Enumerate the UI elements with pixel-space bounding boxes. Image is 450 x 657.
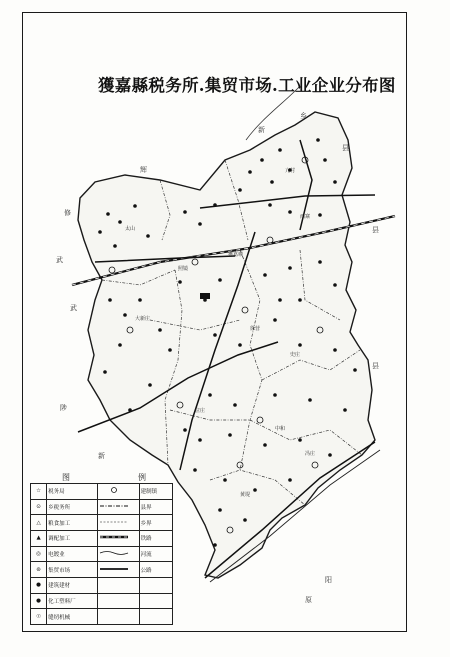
legend-label: 电镀业 (47, 546, 98, 562)
place-label: 徐营 (250, 326, 261, 332)
legend-label: 建筑建材 (47, 577, 98, 593)
filled-triangle-icon: ▲ (31, 530, 47, 546)
legend-label: 化工塑料厂 (47, 593, 98, 609)
legend-label: 调配加工 (47, 530, 98, 546)
double-circle-icon: ◎ (31, 546, 47, 562)
star-icon: ☆ (31, 484, 47, 500)
legend-row (31, 530, 173, 546)
legend-label: 铁路 (139, 530, 172, 546)
legend-label: 缝纫机械 (47, 609, 98, 625)
legend-row (31, 546, 173, 562)
place-label: 黄堤 (240, 492, 251, 498)
market-icon: ⊚ (31, 562, 47, 578)
legend-row (31, 499, 173, 515)
legend-heading (30, 472, 173, 483)
legend-heading-left: 图 (62, 473, 70, 482)
legend-table (30, 483, 173, 625)
edge-label: 乡 (300, 112, 307, 120)
legend-row (31, 609, 173, 625)
place-label: 史庄 (290, 352, 301, 358)
legend-symbol-railway (97, 530, 139, 546)
legend-symbol-river (97, 546, 139, 562)
legend-label: 公路 (139, 562, 172, 578)
edge-label: 武 (56, 256, 63, 264)
filled-circle-icon: ● (31, 593, 47, 609)
legend-row (31, 562, 173, 578)
edge-label: 陟 (60, 404, 67, 412)
legend-row (31, 515, 173, 531)
legend-symbol-township-border (97, 515, 139, 531)
legend-label: 乡税务所 (47, 499, 98, 515)
legend-symbol-county-border (97, 499, 139, 515)
edge-label: 县 (372, 362, 379, 370)
edge-label: 新 (258, 126, 265, 134)
edge-label: 新 (98, 452, 105, 460)
legend-label: 集贸市场 (47, 562, 98, 578)
edge-label: 原 (305, 596, 312, 604)
legend (30, 483, 173, 625)
legend-label: 县界 (139, 499, 172, 515)
edge-label: 县 (342, 144, 349, 152)
legend-label: 建制镇 (139, 484, 172, 500)
filled-circle-icon: ● (31, 577, 47, 593)
place-label: 太山 (125, 226, 136, 232)
county-seat-marker (200, 293, 210, 299)
place-label: 照镜 (178, 266, 189, 272)
legend-symbol-town (97, 484, 139, 500)
legend-row (31, 484, 173, 500)
triangle-icon: △ (31, 515, 47, 531)
edge-label: 阳 (325, 576, 332, 584)
edge-label: 县 (372, 226, 379, 234)
machine-icon: ☉ (31, 609, 47, 625)
legend-label: 粮食加工 (47, 515, 98, 531)
circle-dot-icon: ⊙ (31, 499, 47, 515)
legend-symbol-highway (97, 562, 139, 578)
legend-heading-right: 例 (138, 473, 146, 482)
legend-row (31, 577, 173, 593)
place-label: 大新庄 (135, 316, 151, 322)
map-title: 獲嘉縣税务所.集贸市场.工业企业分布图 (98, 76, 396, 95)
legend-label: 税务局 (47, 484, 98, 500)
legend-label: 乡界 (139, 515, 172, 531)
place-label: 位庄 (195, 408, 206, 414)
place-label: 冯庄 (305, 451, 316, 457)
legend-label: 河流 (139, 546, 172, 562)
place-label: 亢村 (285, 168, 296, 174)
place-label: 西寨 (300, 214, 311, 220)
edge-label: 武 (70, 304, 77, 312)
legend-row (31, 593, 173, 609)
place-label: 獲嘉城 (228, 252, 244, 258)
edge-label: 辉 (140, 166, 147, 174)
place-label: 中和 (275, 426, 286, 432)
edge-label: 修 (64, 209, 71, 217)
